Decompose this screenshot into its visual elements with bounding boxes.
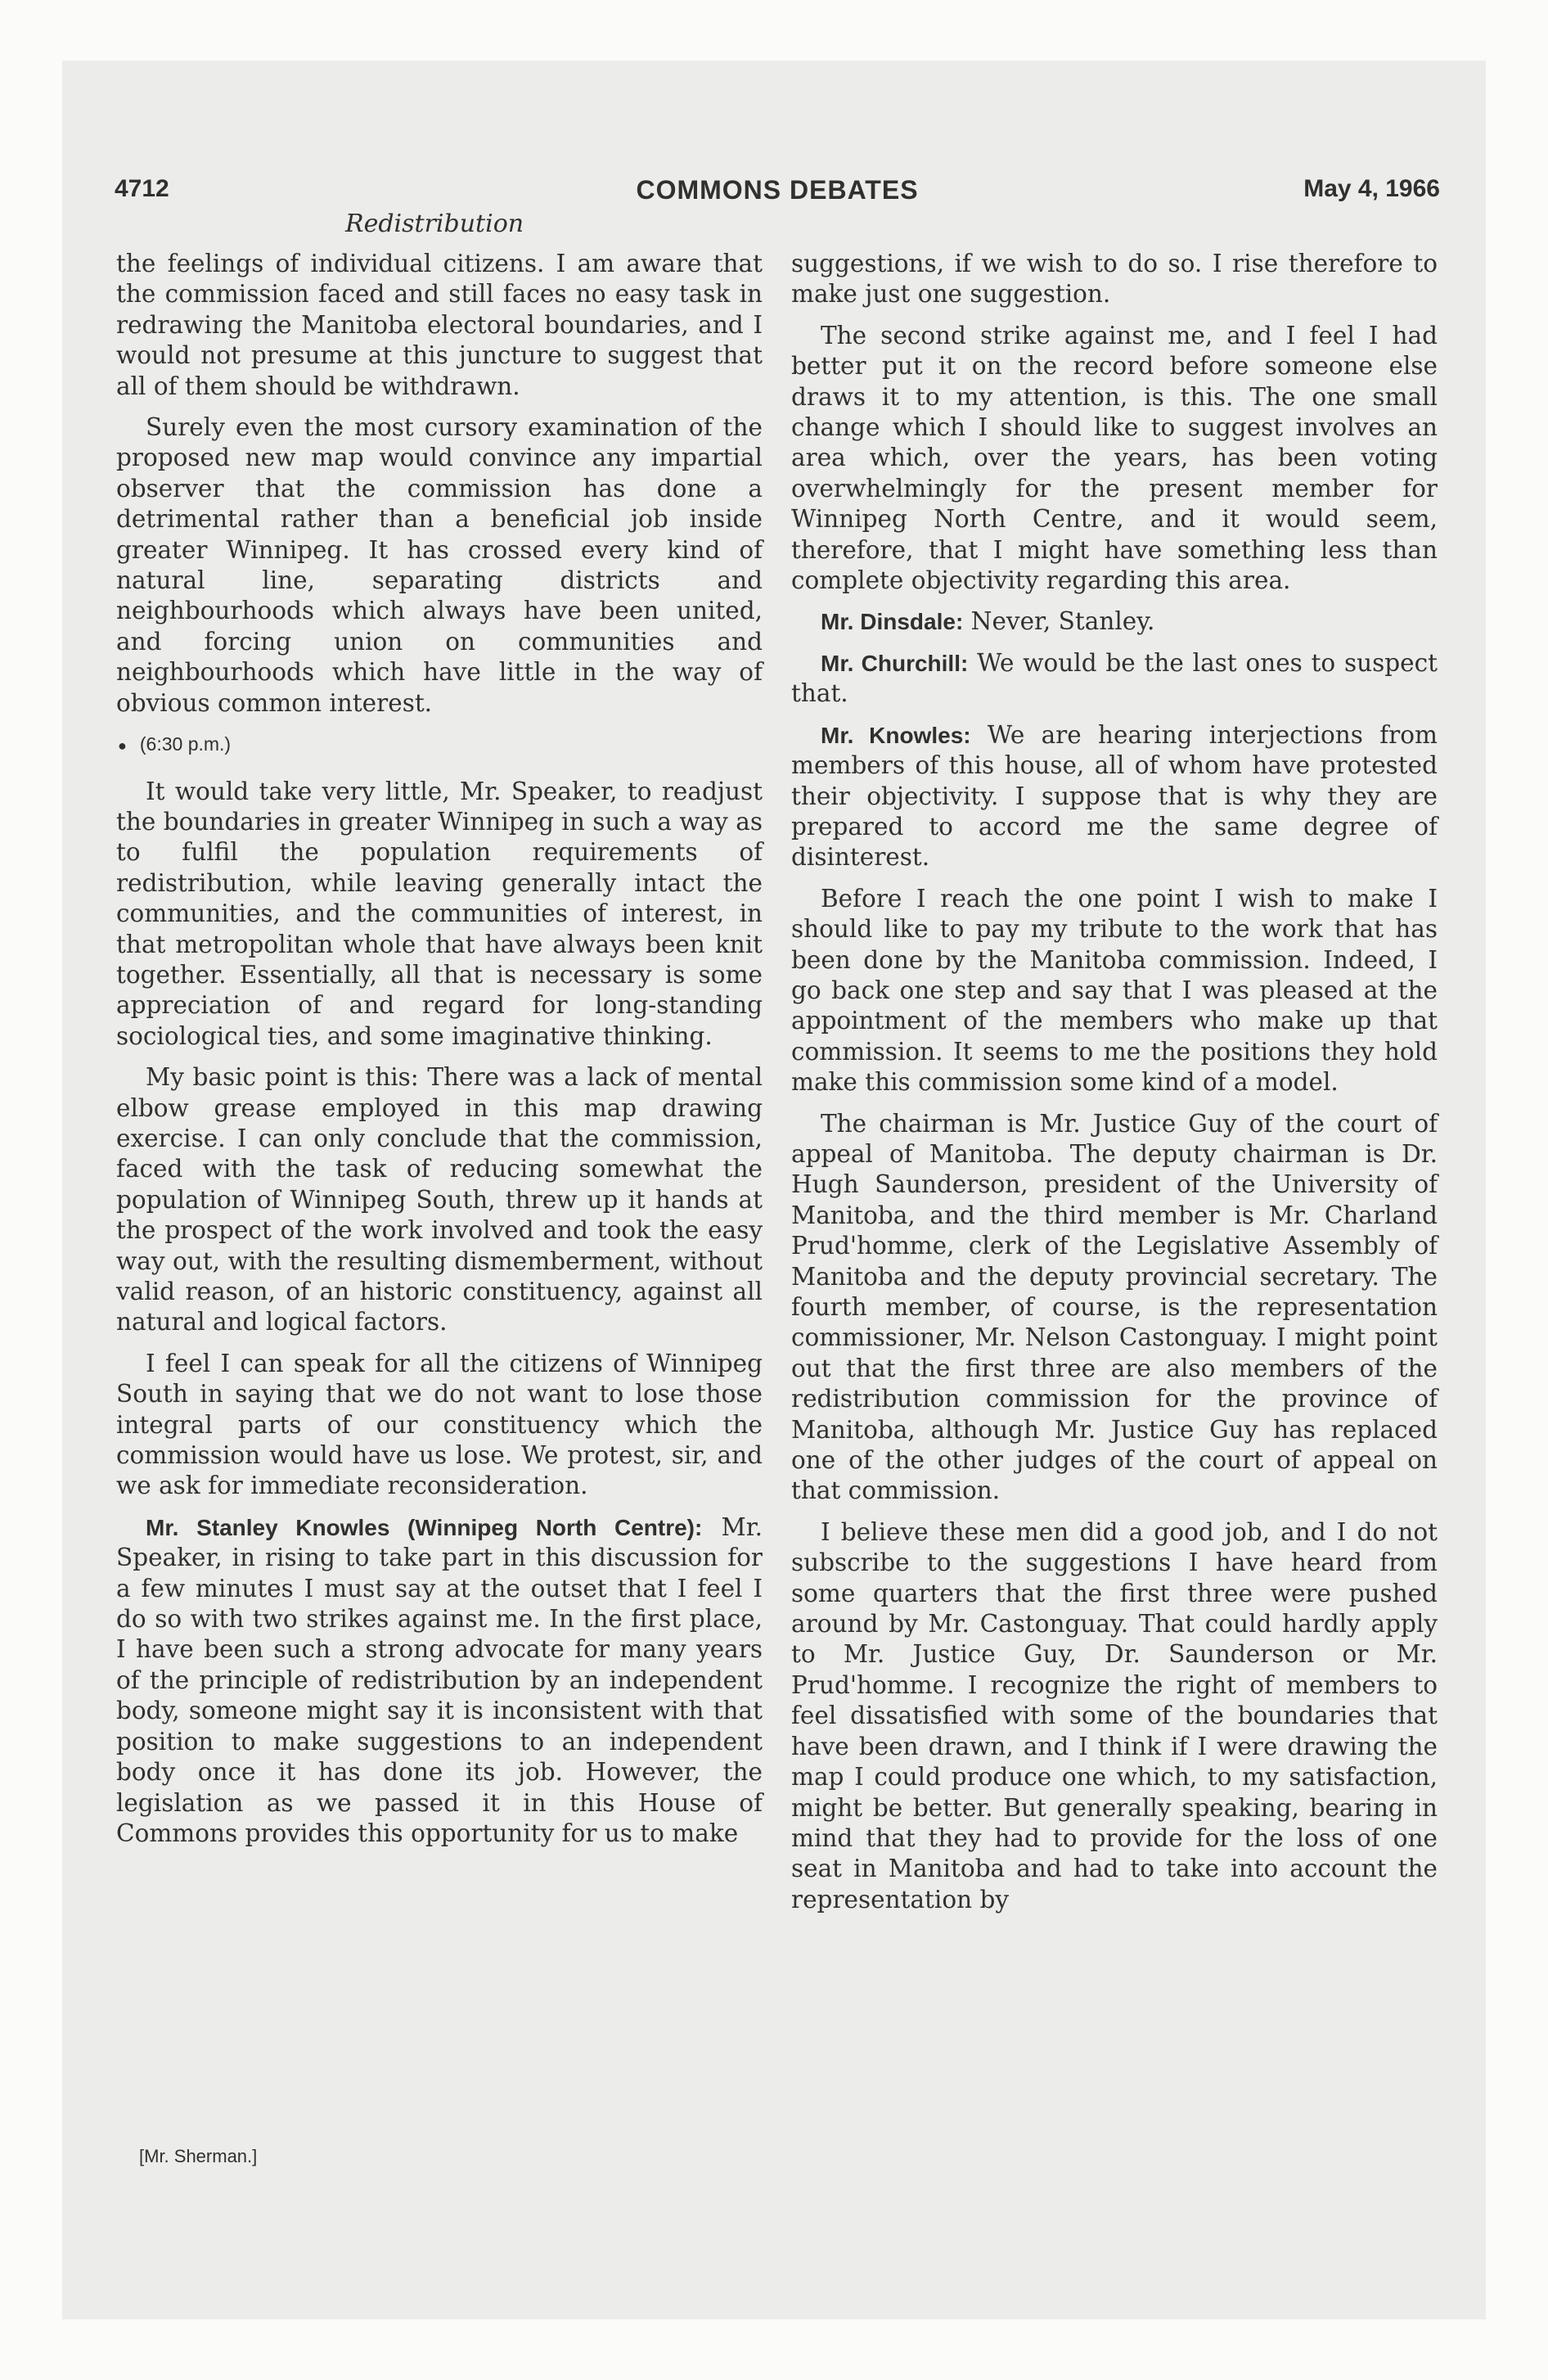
publication-date: May 4, 1966: [1303, 175, 1440, 202]
speech-text: We would be the last ones to suspect that.: [791, 648, 1438, 708]
speaker-name: Mr. Churchill:: [821, 650, 969, 676]
right-column: [791, 249, 1438, 1926]
paragraph: I believe these men did a good job, and I do not subscribe to the suggestions I have heard from some quarters that the first three were pushed around by Mr. Castonguay. That could hardly apply to Mr. Justice Guy, Dr. Saunderson or Mr. Prud'homme. I recognize the right of members to feel dissatisfied with some of the boundaries that have been drawn, and I think if I were drawing the map I could produce one which, to my satisfaction, might be better. But generally speaking, bearing in mind that they had to provide for the loss of one seat in Manitoba and had to take into account the representation by: [791, 1517, 1438, 1913]
speech-text: Mr. Speaker, in rising to take part in this discussion for a few minutes I must say at the outset that I feel I do so with two strikes against me. In the first place, I have been such a strong advocate for many years of the principle of redistribution by an independent body, someone might say it is inconsistent with that position to make suggestions to an independent body once it has done its job. However, the legislation as we passed it in this House of Commons provides this opportunity for us to make: [116, 1512, 763, 1847]
time-marker: [118, 729, 763, 761]
speech-paragraph: [791, 606, 1438, 637]
left-column: [116, 249, 763, 1859]
bullet-icon: ●: [118, 737, 127, 755]
paragraph: The chairman is Mr. Justice Guy of the court of appeal of Manitoba. The deputy chairman is Dr. Hugh Saunderson, president of the University of Manitoba, and the third member is Mr. Charland Prud'homme, clerk of the Legislative Assembly of Manitoba and the deputy provincial secretary. The fourth member, of course, is the representation commissioner, Mr. Nelson Castonguay. I might point out that the first three are also members of the redistribution commission for the province of Manitoba, although Mr. Justice Guy has replaced one of the other judges of the court of appeal on that commission.: [791, 1109, 1438, 1505]
paragraph: I feel I can speak for all the citizens of Winnipeg South in saying that we do not want to lose those integral parts of our constituency which the commission would have us lose. We protest, sir, and we ask for immediate reconsideration.: [116, 1349, 763, 1500]
publication-title: COMMONS DEBATES: [636, 175, 919, 205]
speaker-name: Mr. Knowles:: [821, 722, 971, 748]
speech-paragraph: [116, 1512, 763, 1849]
speech-paragraph: [791, 720, 1438, 873]
speech-text: We are hearing interjections from members of this house, all of whom have protested their objectivity. I suppose that is why they are prepared to accord me the same degree of disinterest.: [791, 720, 1438, 872]
paragraph: My basic point is this: There was a lack of mental elbow grease employed in this map drawing exercise. I can only conclude that the commission, faced with the task of reducing somewhat the population of Winnipeg South, threw up it hands at the prospect of the work involved and took the easy way out, with the resulting dismemberment, without valid reason, of an historic constituency, against all natural and logical factors.: [116, 1063, 763, 1336]
speaker-name: Mr. Dinsdale:: [821, 609, 964, 635]
paragraph: Before I reach the one point I wish to make I should like to pay my tribute to the work that has been done by the Manitoba commission. Indeed, I go back one step and say that I was pleased at the appointment of the members who make up that commission. It seems to me the positions they hold make this commission some kind of a model.: [791, 884, 1438, 1097]
paragraph: Surely even the most cursory examination of the proposed new map would convince any impartial observer that the commission has done a detrimental rather than a beneficial job inside greater Winnipeg. It has crossed every kind of natural line, separating districts and neighbourhoods which always have been united, and forcing union on communities and neighbourhoods which have little in the way of obvious common interest.: [116, 413, 763, 717]
page-number: 4712: [115, 175, 169, 202]
subject-heading: Redistribution: [345, 210, 524, 238]
page-header: [115, 175, 1440, 216]
speech-text: Never, Stanley.: [970, 607, 1155, 636]
paragraph: the feelings of individual citizens. I am aware that the commission faced and still faces no easy task in redrawing the Manitoba electoral boundaries, and I would not presume at this juncture to suggest that all of them should be withdrawn.: [116, 250, 763, 400]
paragraph: It would take very little, Mr. Speaker, to readjust the boundaries in greater Winnipeg in such a way as to fulfil the population requirements of redistribution, while leaving generally intact the communities, and the communities of interest, in that metropolitan whole that have always been knit together. Essentially, all that is necessary is some appreciation of and regard for long-standing sociological ties, and some imaginative thinking.: [116, 777, 763, 1050]
speech-paragraph: [791, 648, 1438, 710]
time-marker-text: (6:30 p.m.): [139, 733, 232, 755]
paragraph: suggestions, if we wish to do so. I rise therefore to make just one suggestion.: [791, 250, 1438, 309]
speaker-footer-note: [Mr. Sherman.]: [139, 2146, 258, 2166]
speaker-name: Mr. Stanley Knowles (Winnipeg North Centre):: [146, 1514, 703, 1540]
paragraph: The second strike against me, and I feel I had better put it on the record before someone else draws it to my attention, is this. The one small change which I should like to suggest involves an area which, over the years, has been voting overwhelmingly for the present member for Winnipeg North Centre, and it would seem, therefore, that I might have something less than complete objectivity regarding this area.: [791, 321, 1438, 595]
